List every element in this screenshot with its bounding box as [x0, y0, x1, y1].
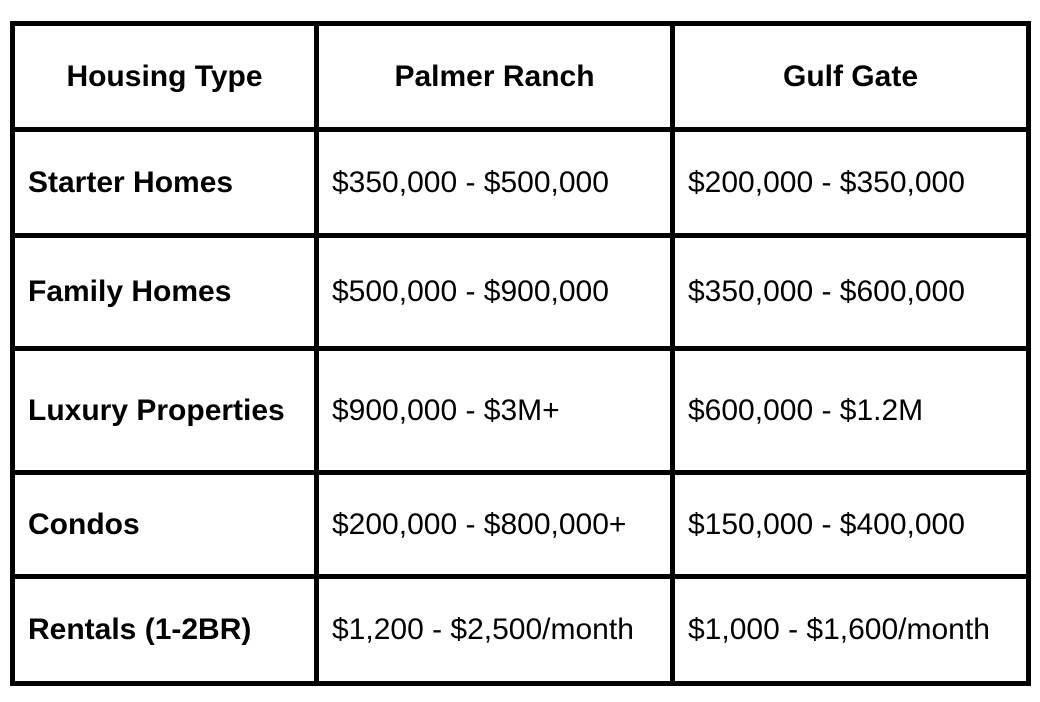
row-label-condos: Condos	[13, 473, 317, 577]
table-row	[13, 236, 1029, 349]
row-label-luxury-properties: Luxury Properties	[13, 349, 317, 473]
row-label-starter-homes: Starter Homes	[13, 130, 317, 236]
table-row	[13, 349, 1029, 473]
table-header-row	[13, 24, 1029, 130]
cell-palmer-ranch-price: $1,200 - $2,500/month	[317, 577, 673, 684]
row-label-rentals: Rentals (1-2BR)	[13, 577, 317, 684]
table-row	[13, 473, 1029, 577]
cell-palmer-ranch-price: $350,000 - $500,000	[317, 130, 673, 236]
cell-palmer-ranch-price: $900,000 - $3M+	[317, 349, 673, 473]
cell-gulf-gate-price: $200,000 - $350,000	[673, 130, 1029, 236]
row-label-family-homes: Family Homes	[13, 236, 317, 349]
header-palmer-ranch: Palmer Ranch	[317, 24, 673, 130]
table-row	[13, 577, 1029, 684]
table-row	[13, 130, 1029, 236]
cell-gulf-gate-price: $1,000 - $1,600/month	[673, 577, 1029, 684]
cell-gulf-gate-price: $350,000 - $600,000	[673, 236, 1029, 349]
cell-palmer-ranch-price: $200,000 - $800,000+	[317, 473, 673, 577]
cell-gulf-gate-price: $600,000 - $1.2M	[673, 349, 1029, 473]
header-gulf-gate: Gulf Gate	[673, 24, 1029, 130]
cell-palmer-ranch-price: $500,000 - $900,000	[317, 236, 673, 349]
cell-gulf-gate-price: $150,000 - $400,000	[673, 473, 1029, 577]
header-housing-type: Housing Type	[13, 24, 317, 130]
housing-price-table	[10, 21, 1031, 686]
